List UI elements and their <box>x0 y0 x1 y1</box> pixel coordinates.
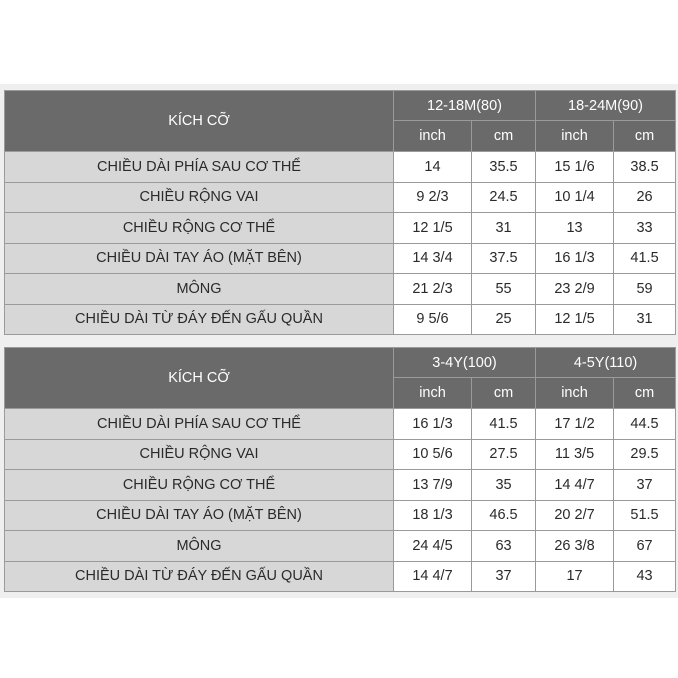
measurement-label: CHIỀU RỘNG CƠ THỂ <box>5 213 394 244</box>
measurement-value: 15 1/6 <box>536 152 614 183</box>
size-chart-table-1 <box>4 90 676 335</box>
measurement-value: 11 3/5 <box>536 439 614 470</box>
measurement-value: 9 5/6 <box>394 304 472 335</box>
table-row <box>5 470 676 501</box>
measurement-label: CHIỀU DÀI PHÍA SAU CƠ THỂ <box>5 409 394 440</box>
unit-header: cm <box>472 121 536 152</box>
table-row <box>5 561 676 592</box>
table-row <box>5 304 676 335</box>
measurement-value: 12 1/5 <box>394 213 472 244</box>
measurement-value: 16 1/3 <box>536 243 614 274</box>
measurement-value: 26 <box>614 182 676 213</box>
measurement-label: CHIỀU DÀI TỪ ĐÁY ĐẾN GẤU QUẦN <box>5 304 394 335</box>
unit-header: inch <box>394 121 472 152</box>
measurement-value: 41.5 <box>472 409 536 440</box>
table-row <box>5 213 676 244</box>
table-row <box>5 274 676 305</box>
measurement-value: 41.5 <box>614 243 676 274</box>
measurement-value: 38.5 <box>614 152 676 183</box>
measurement-value: 46.5 <box>472 500 536 531</box>
measurement-value: 18 1/3 <box>394 500 472 531</box>
measurement-value: 31 <box>472 213 536 244</box>
measurement-value: 17 1/2 <box>536 409 614 440</box>
measurement-value: 13 <box>536 213 614 244</box>
measurement-value: 29.5 <box>614 439 676 470</box>
unit-header: cm <box>614 121 676 152</box>
measurement-value: 24.5 <box>472 182 536 213</box>
measurement-label: CHIỀU RỘNG VAI <box>5 439 394 470</box>
measurement-label: CHIỀU DÀI TAY ÁO (MẶT BÊN) <box>5 500 394 531</box>
unit-header: cm <box>472 378 536 409</box>
measurement-value: 31 <box>614 304 676 335</box>
table-row <box>5 500 676 531</box>
measurement-value: 9 2/3 <box>394 182 472 213</box>
measurement-value: 37 <box>614 470 676 501</box>
measurement-label: CHIỀU RỘNG VAI <box>5 182 394 213</box>
measurement-value: 13 7/9 <box>394 470 472 501</box>
measurement-value: 20 2/7 <box>536 500 614 531</box>
measurement-value: 37 <box>472 561 536 592</box>
measurement-value: 10 5/6 <box>394 439 472 470</box>
measurement-value: 55 <box>472 274 536 305</box>
table-row <box>5 439 676 470</box>
measurement-label: CHIỀU DÀI TAY ÁO (MẶT BÊN) <box>5 243 394 274</box>
measurement-value: 14 <box>394 152 472 183</box>
measurement-label: MÔNG <box>5 274 394 305</box>
measurement-value: 17 <box>536 561 614 592</box>
measurement-label: CHIỀU DÀI PHÍA SAU CƠ THỂ <box>5 152 394 183</box>
measurement-value: 67 <box>614 531 676 562</box>
size-group-header: 3-4Y(100) <box>394 348 536 378</box>
measurement-value: 44.5 <box>614 409 676 440</box>
size-group-header: 18-24M(90) <box>536 91 676 121</box>
measurement-value: 14 4/7 <box>394 561 472 592</box>
size-chart-table-2 <box>4 347 676 592</box>
measurement-value: 25 <box>472 304 536 335</box>
size-group-header: 12-18M(80) <box>394 91 536 121</box>
measurement-value: 26 3/8 <box>536 531 614 562</box>
measurement-value: 14 4/7 <box>536 470 614 501</box>
unit-header: inch <box>394 378 472 409</box>
measurement-value: 51.5 <box>614 500 676 531</box>
size-group-header: 4-5Y(110) <box>536 348 676 378</box>
measurement-label: CHIỀU RỘNG CƠ THỂ <box>5 470 394 501</box>
size-header: KÍCH CỠ <box>5 348 394 409</box>
table-row <box>5 531 676 562</box>
measurement-value: 33 <box>614 213 676 244</box>
table-row <box>5 243 676 274</box>
table-row <box>5 182 676 213</box>
table-row <box>5 409 676 440</box>
measurement-value: 35 <box>472 470 536 501</box>
measurement-value: 21 2/3 <box>394 274 472 305</box>
size-header: KÍCH CỠ <box>5 91 394 152</box>
measurement-value: 37.5 <box>472 243 536 274</box>
table-row <box>5 152 676 183</box>
unit-header: inch <box>536 121 614 152</box>
measurement-value: 10 1/4 <box>536 182 614 213</box>
measurement-value: 35.5 <box>472 152 536 183</box>
measurement-value: 63 <box>472 531 536 562</box>
measurement-value: 16 1/3 <box>394 409 472 440</box>
measurement-value: 43 <box>614 561 676 592</box>
measurement-value: 59 <box>614 274 676 305</box>
measurement-label: CHIỀU DÀI TỪ ĐÁY ĐẾN GẤU QUẦN <box>5 561 394 592</box>
measurement-value: 24 4/5 <box>394 531 472 562</box>
measurement-value: 27.5 <box>472 439 536 470</box>
measurement-value: 14 3/4 <box>394 243 472 274</box>
measurement-label: MÔNG <box>5 531 394 562</box>
unit-header: cm <box>614 378 676 409</box>
measurement-value: 12 1/5 <box>536 304 614 335</box>
measurement-value: 23 2/9 <box>536 274 614 305</box>
unit-header: inch <box>536 378 614 409</box>
